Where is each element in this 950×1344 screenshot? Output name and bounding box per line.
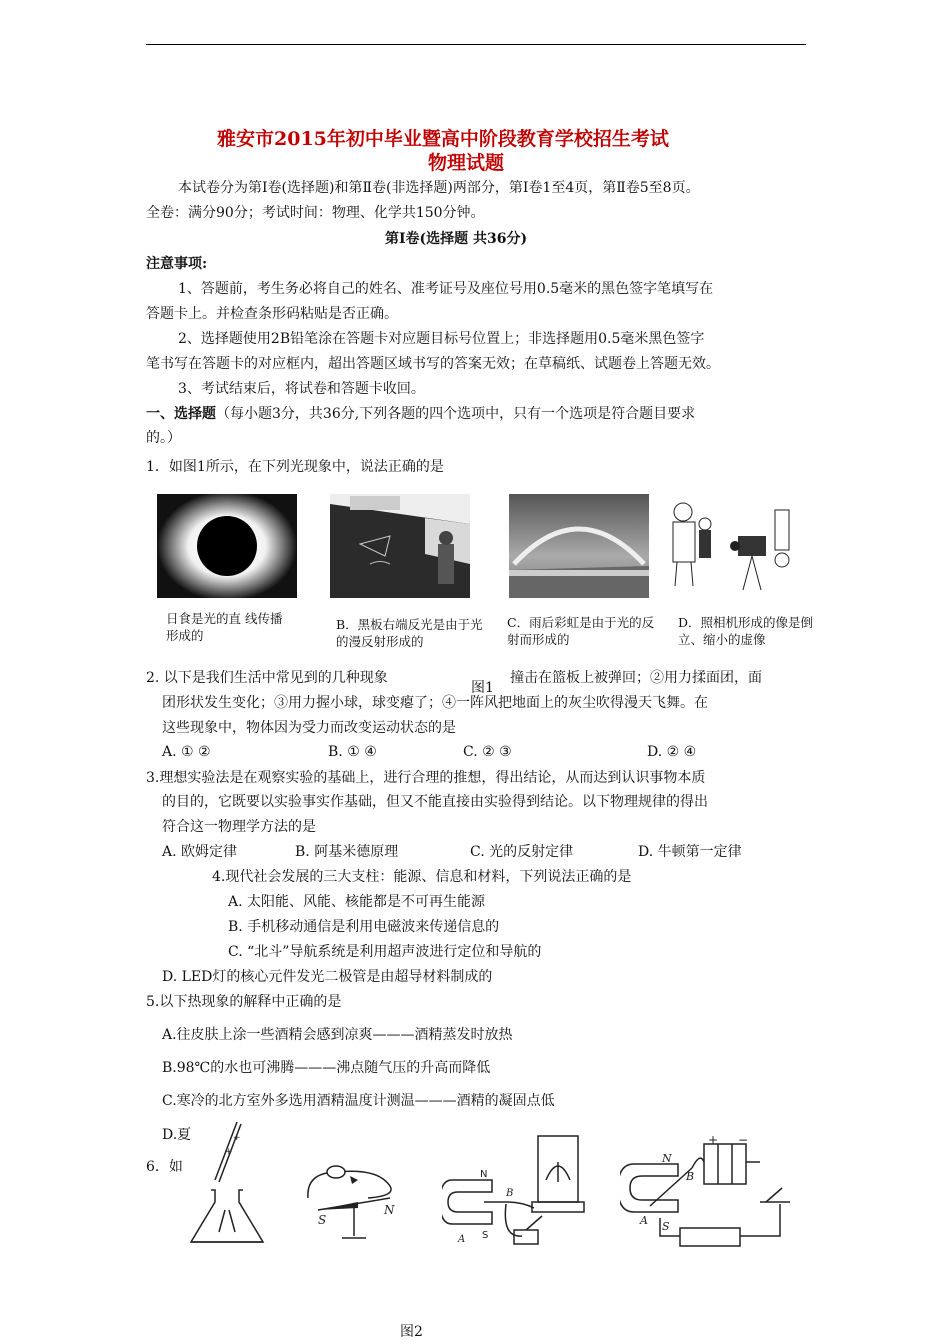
q5-option-d: D.夏 — [162, 1127, 192, 1143]
svg-text:−: − — [738, 1133, 749, 1147]
exam-title: 雅安市2015年初中毕业暨高中阶段教育学校招生考试 — [217, 128, 669, 150]
eclipse-image — [157, 494, 297, 598]
notes-heading: 注意事项: — [146, 256, 208, 272]
part-1-label: 一、选择题 — [146, 406, 216, 422]
figure-1-label: 图1 — [471, 680, 494, 696]
svg-text:B: B — [686, 1170, 695, 1183]
svg-text:S: S — [318, 1213, 327, 1227]
q2-option-d: D. ② ④ — [647, 744, 697, 760]
part-1-desc-2: 的。） — [146, 430, 181, 446]
section-1-title: 第Ⅰ卷(选择题 共36分) — [385, 231, 528, 247]
q1-option-c: C．雨后彩虹是由于光的反射而形成的 — [507, 615, 655, 647]
q2-option-b: B. ① ④ — [328, 744, 377, 760]
figure-2-label: 图2 — [400, 1324, 423, 1340]
camera-cartoon-image — [663, 494, 803, 598]
galvanometer-magnet-diagram — [442, 1132, 592, 1250]
q3-option-a: A. 欧姆定律 — [162, 844, 238, 860]
top-rule — [146, 44, 806, 45]
svg-text:N: N — [480, 1169, 488, 1180]
svg-text:B: B — [506, 1188, 514, 1199]
q2-line-1a: 2. 以下是我们生活中常见到的几种现象 — [146, 670, 388, 686]
flask-experiment-diagram — [185, 1120, 277, 1252]
q5-stem: 5.以下热现象的解释中正确的是 — [146, 994, 342, 1010]
intro-line-2: 全卷：满分90分；考试时间：物理、化学共150分钟。 — [146, 205, 485, 221]
intro-line-1: 本试卷分为第Ⅰ卷(选择题)和第Ⅱ卷(非选择题)两部分，第Ⅰ卷1至4页，第Ⅱ卷5至8页。 — [178, 180, 700, 196]
note-3: 3、考试结束后，将试卷和答题卡收回。 — [178, 381, 425, 397]
q3-line-1: 3.理想实验法是在观察实验的基础上，进行合理的推想，得出结论，从而达到认识事物本质 — [146, 770, 706, 786]
blackboard-image — [330, 494, 470, 598]
note-2b: 笔书写在答题卡的对应框内，超出答题区域书写的答案无效；在草稿纸、试题卷上答题无效。 — [146, 356, 720, 372]
q4-option-d: D. LED灯的核心元件发光二极管是由超导材料制成的 — [162, 969, 493, 985]
q3-line-2: 的目的，它既要以实验事实作基础，但又不能直接由实验得到结论。以下物理规律的得出 — [162, 794, 708, 810]
q3-option-b: B. 阿基米德原理 — [295, 844, 399, 860]
note-2a: 2、选择题使用2B铅笔涂在答题卡对应题目标号位置上；非选择题用0.5毫米黑色签字 — [178, 331, 705, 347]
paper-subject-title: 物理试题 — [428, 152, 505, 174]
q2-line-1b: 撞击在篮板上被弹回；②用力揉面团，面 — [510, 670, 762, 686]
q4-option-b: B. 手机移动通信是利用电磁波来传递信息的 — [228, 919, 500, 935]
note-1b: 答题卡上。并检查条形码粘贴是否正确。 — [146, 306, 398, 322]
svg-text:S: S — [662, 1220, 670, 1233]
svg-text:S: S — [482, 1230, 489, 1241]
q4-option-a: A. 太阳能、风能、核能都是不可再生能源 — [228, 894, 486, 910]
svg-text:A: A — [458, 1234, 466, 1245]
svg-text:N: N — [384, 1203, 395, 1217]
q1-option-a: 日食是光的直 线传播形成的 — [166, 611, 283, 643]
svg-text:N: N — [662, 1152, 672, 1165]
q4-option-c: C. “北斗”导航系统是利用超声波进行定位和导航的 — [228, 944, 542, 960]
q3-line-3: 符合这一物理学方法的是 — [162, 819, 316, 835]
part-1-intro — [146, 404, 695, 424]
q3-option-d: D. 牛顿第一定律 — [638, 844, 742, 860]
electromagnet-circuit-diagram — [620, 1132, 800, 1250]
q1-stem: 1．如图1所示，在下列光现象中，说法正确的是 — [146, 459, 444, 475]
q3-option-c: C. 光的反射定律 — [470, 844, 574, 860]
compass-needle-diagram — [298, 1158, 410, 1248]
q1-option-d: D．照相机形成的像是倒立、缩小的虚像 — [678, 615, 814, 647]
q5-option-b: B.98℃的水也可沸腾———沸点随气压的升高而降低 — [162, 1060, 491, 1076]
q4-stem: 4.现代社会发展的三大支柱：能源、信息和材料，下列说法正确的是 — [212, 869, 632, 885]
note-1a: 1、答题前，考生务必将自己的姓名、准考证号及座位号用0.5毫米的黑色签字笔填写在 — [178, 281, 714, 297]
q5-option-c: C.寒冷的北方室外多选用酒精温度计测温———酒精的凝固点低 — [162, 1093, 555, 1109]
part-1-desc: （每小题3分，共36分,下列各题的四个选项中，只有一个选项是符合题目要求 — [216, 406, 696, 422]
q2-line-2: 团形状发生变化；③用力握小球，球变瘪了；④一阵风把地面上的灰尘吹得漫天飞舞。在 — [162, 695, 708, 711]
q6-stem: 6．如 — [146, 1159, 183, 1175]
svg-text:+: + — [233, 1133, 241, 1143]
q2-option-a: A. ① ② — [162, 744, 211, 760]
svg-text:+: + — [708, 1133, 719, 1147]
q2-option-c: C. ② ③ — [463, 744, 512, 760]
q2-line-3: 这些现象中，物体因为受力而改变运动状态的是 — [162, 720, 456, 736]
svg-text:A: A — [640, 1214, 648, 1227]
q5-option-a: A.往皮肤上涂一些酒精会感到凉爽———酒精蒸发时放热 — [162, 1027, 513, 1043]
svg-text:+: + — [225, 1147, 233, 1157]
rainbow-image — [509, 494, 649, 598]
q1-option-b: B．黑板右端反光是由于光的漫反射形成的 — [336, 617, 483, 649]
